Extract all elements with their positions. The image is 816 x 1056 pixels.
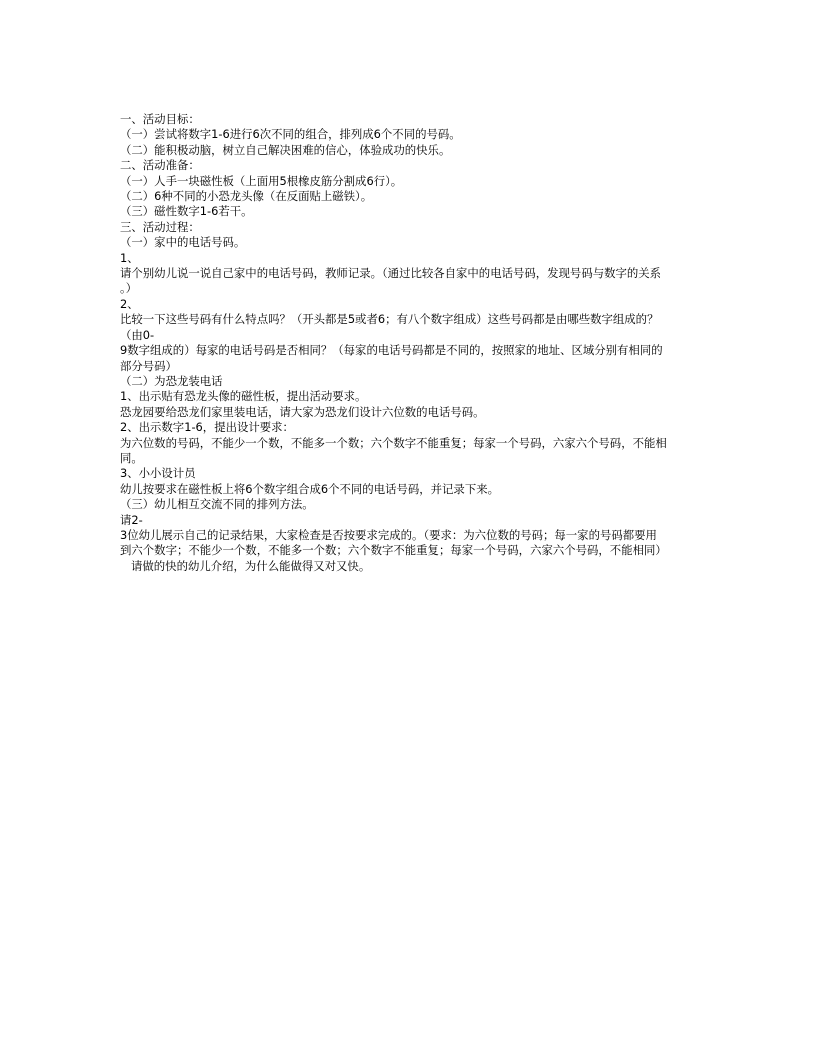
paragraph-line: 比较一下这些号码有什么特点吗？（开头都是5或者6；有八个数字组成）这些号码都是由哪些数字组成的？ — [120, 312, 659, 327]
preparation-item-1: （一）人手一块磁性板（上面用5根橡皮筋分割成6行）。 — [120, 173, 403, 188]
preparation-item-2: （二）6种不同的小恐龙头像（在反面贴上磁铁）。 — [120, 189, 373, 204]
paragraph-line: 2、出示数字1-6，提出设计要求： — [120, 420, 294, 435]
paragraph-line: （由0- — [120, 327, 155, 342]
paragraph-line: 同。 — [120, 450, 143, 465]
paragraph-line: 请个别幼儿说一说自己家中的电话号码，教师记录。（通过比较各自家中的电话号码，发现号码与数字的关系 — [120, 266, 662, 281]
preparation-item-3: （三）磁性数字1-6若干。 — [120, 204, 253, 219]
paragraph-line: 请做的快的幼儿介绍，为什么能做得又对又快。 — [131, 558, 371, 573]
paragraph-line: 为六位数的号码，不能少一个数，不能多一个数；六个数字不能重复；每家一个号码，六家六个号码，不能相 — [120, 435, 667, 450]
section-heading-process: 三、活动过程： — [120, 219, 200, 234]
paragraph-line: 1、出示贴有恐龙头像的磁性板，提出活动要求。 — [120, 389, 367, 404]
paragraph-line: 3位幼儿展示自己的记录结果，大家检查是否按要求完成的。（要求：为六位数的号码；每一家的号码都要用 — [120, 527, 657, 542]
step-number: 2、 — [120, 296, 139, 311]
paragraph-line: 。） — [120, 281, 138, 296]
process-subheading-1: （一）家中的电话号码。 — [120, 235, 246, 250]
paragraph-line: 幼儿按要求在磁性板上将6个数字组合成6个不同的电话号码，并记录下来。 — [120, 481, 499, 496]
paragraph-line: 到六个数字；不能少一个数，不能多一个数；六个数字不能重复；每家一个号码，六家六个号码，不能相同） — [120, 543, 667, 558]
document-body — [120, 112, 700, 574]
section-heading-goals: 一、活动目标： — [120, 112, 200, 126]
goal-item-2: （二）能积极动脑，树立自己解决困难的信心，体验成功的快乐。 — [120, 142, 451, 157]
step-number: 1、 — [120, 250, 139, 265]
paragraph-line: 恐龙园要给恐龙们家里装电话，请大家为恐龙们设计六位数的电话号码。 — [120, 404, 485, 419]
process-subheading-2: （二）为恐龙装电话 — [120, 373, 223, 388]
paragraph-line: 部分号码） — [120, 358, 177, 373]
paragraph-line: 9数字组成的）每家的电话号码是否相同？（每家的电话号码都是不同的，按照家的地址、区域分别有相同的 — [120, 343, 663, 358]
goal-item-1: （一）尝试将数字1-6进行6次不同的组合，排列成6个不同的号码。 — [120, 127, 461, 142]
paragraph-line: 请2- — [120, 512, 143, 527]
section-heading-preparation: 二、活动准备： — [120, 158, 200, 173]
process-subheading-3: （三）幼儿相互交流不同的排列方法。 — [120, 497, 314, 512]
paragraph-line: 3、小小设计员 — [120, 466, 196, 481]
